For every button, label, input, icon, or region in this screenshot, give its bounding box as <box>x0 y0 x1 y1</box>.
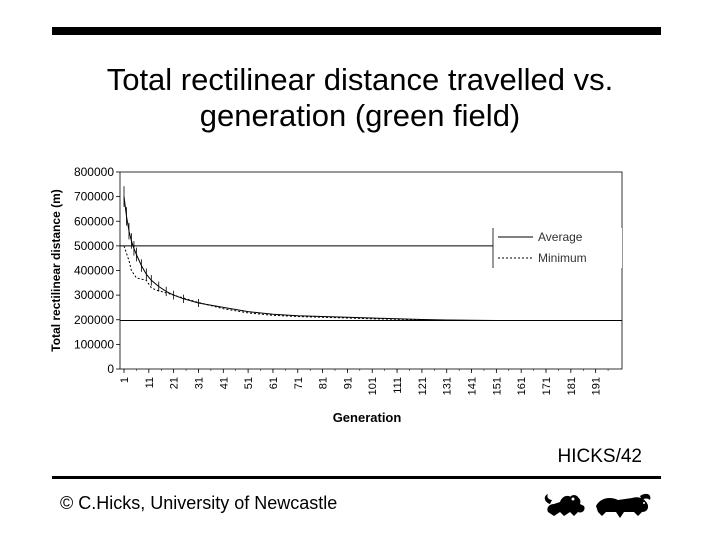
x-tick-label: 41 <box>218 377 231 390</box>
x-tick-label: 121 <box>416 377 429 396</box>
x-tick-label: 151 <box>491 377 504 396</box>
x-tick-label: 21 <box>168 377 181 390</box>
y-tick-label: 0 <box>107 362 114 376</box>
x-tick-label: 71 <box>292 377 305 390</box>
slide-title <box>60 62 660 134</box>
heraldic-lion-icon <box>540 482 655 524</box>
x-tick-label: 191 <box>590 377 603 396</box>
x-tick-label: 101 <box>367 377 380 396</box>
y-tick-label: 300000 <box>73 288 114 303</box>
slide-title-line-2: generation (green field) <box>199 98 521 133</box>
plot-area <box>120 172 622 369</box>
y-tick-label: 500000 <box>73 238 114 253</box>
x-tick-label: 51 <box>243 377 256 390</box>
x-tick-label: 61 <box>267 377 280 390</box>
x-tick-label: 31 <box>193 377 206 390</box>
y-tick-label: 200000 <box>73 312 114 327</box>
x-tick-label: 131 <box>441 377 454 396</box>
slide-number: HICKS/42 <box>557 446 642 467</box>
y-tick-label: 100000 <box>73 337 114 352</box>
distance-vs-generation-chart <box>40 160 640 430</box>
x-axis-title: Generation <box>332 410 402 425</box>
slide-title-line-1: Total rectilinear distance travelled vs. <box>106 62 614 97</box>
x-tick-label: 171 <box>541 377 554 396</box>
y-tick-label: 600000 <box>73 214 114 229</box>
legend-label-average: Average <box>538 230 583 244</box>
x-tick-label: 111 <box>392 377 405 394</box>
y-tick-label: 800000 <box>73 165 114 179</box>
footer-copyright: © C.Hicks, University of Newcastle <box>60 493 338 513</box>
top-rule <box>52 27 661 35</box>
x-tick-label: 181 <box>565 377 578 396</box>
legend-label-minimum: Minimum <box>538 251 587 265</box>
x-tick-label: 91 <box>342 377 355 390</box>
x-tick-label: 81 <box>317 377 330 390</box>
x-tick-label: 11 <box>143 377 156 389</box>
y-tick-label: 700000 <box>73 189 114 204</box>
x-tick-label: 141 <box>466 377 479 396</box>
bottom-rule <box>52 476 661 479</box>
y-axis-title: Total rectilinear distance (m) <box>49 189 63 352</box>
x-tick-label: 161 <box>516 377 529 396</box>
y-tick-label: 400000 <box>73 263 114 278</box>
x-tick-label: 1 <box>119 377 131 384</box>
